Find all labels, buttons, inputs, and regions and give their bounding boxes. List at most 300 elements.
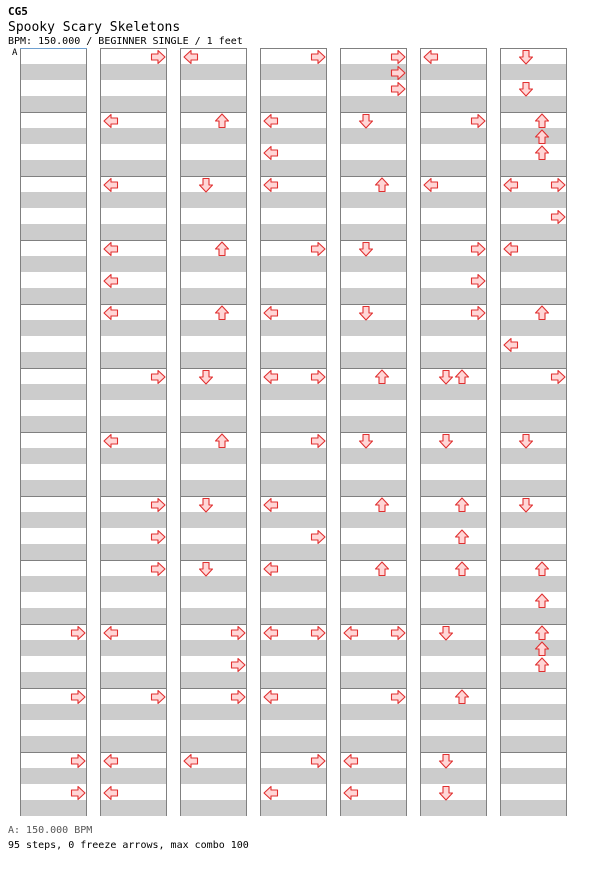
arrow-right-icon (470, 273, 486, 289)
beat-band (501, 608, 566, 624)
arrow-left-icon (263, 497, 279, 513)
beat-band (261, 288, 326, 304)
arrow-right-icon (470, 305, 486, 321)
measure (20, 432, 87, 496)
beat-band (101, 384, 166, 400)
beat-band (101, 608, 166, 624)
measure (20, 688, 87, 752)
beat-band (261, 64, 326, 80)
song-title: Spooky Scary Skeletons (8, 20, 181, 35)
beat-band (181, 416, 246, 432)
beat-band (421, 288, 486, 304)
beat-band (421, 672, 486, 688)
measure (340, 240, 407, 304)
measure (500, 432, 567, 496)
measure (100, 496, 167, 560)
arrow-left-icon (263, 305, 279, 321)
measure (500, 368, 567, 432)
bpm-marker-label: A (12, 48, 18, 58)
arrow-up-icon (454, 561, 470, 577)
arrow-right-icon (150, 689, 166, 705)
measure (180, 432, 247, 496)
arrow-down-icon (358, 113, 374, 129)
measure (260, 496, 327, 560)
beat-band (501, 480, 566, 496)
beat-band (101, 352, 166, 368)
beat-band (261, 96, 326, 112)
arrow-right-icon (310, 369, 326, 385)
beat-band (21, 640, 86, 656)
measure (420, 752, 487, 816)
arrow-left-icon (343, 625, 359, 641)
arrow-up-icon (374, 369, 390, 385)
beat-band (341, 672, 406, 688)
beat-band (21, 256, 86, 272)
arrow-up-icon (534, 113, 550, 129)
arrow-left-icon (103, 625, 119, 641)
beat-band (181, 320, 246, 336)
beat-band (181, 512, 246, 528)
beat-band (21, 672, 86, 688)
beat-band (21, 64, 86, 80)
measure (420, 688, 487, 752)
arrow-down-icon (438, 785, 454, 801)
beat-band (101, 96, 166, 112)
arrow-left-icon (263, 177, 279, 193)
beat-band (261, 192, 326, 208)
beat-band (21, 352, 86, 368)
beat-band (21, 576, 86, 592)
beat-band (101, 224, 166, 240)
measure (20, 560, 87, 624)
beat-band (261, 160, 326, 176)
beat-band (101, 704, 166, 720)
beat-band (101, 768, 166, 784)
beat-band (261, 320, 326, 336)
beat-band (501, 672, 566, 688)
arrow-up-icon (214, 305, 230, 321)
arrow-right-icon (230, 657, 246, 673)
beat-band (421, 416, 486, 432)
arrow-right-icon (390, 81, 406, 97)
beat-band (421, 608, 486, 624)
beat-band (501, 160, 566, 176)
beat-band (181, 640, 246, 656)
arrow-left-icon (103, 305, 119, 321)
arrow-left-icon (103, 433, 119, 449)
measure (420, 240, 487, 304)
arrow-right-icon (310, 753, 326, 769)
measure (420, 560, 487, 624)
beat-band (501, 544, 566, 560)
arrow-left-icon (103, 241, 119, 257)
arrow-up-icon (534, 145, 550, 161)
beat-band (21, 448, 86, 464)
beat-band (181, 64, 246, 80)
beat-band (501, 736, 566, 752)
beat-band (501, 224, 566, 240)
beat-band (181, 224, 246, 240)
arrow-left-icon (103, 177, 119, 193)
beat-band (341, 256, 406, 272)
beat-band (261, 128, 326, 144)
measure (100, 304, 167, 368)
arrow-right-icon (70, 753, 86, 769)
beat-band (101, 640, 166, 656)
measure (100, 624, 167, 688)
beat-band (181, 192, 246, 208)
measure (420, 624, 487, 688)
arrow-up-icon (534, 129, 550, 145)
arrow-left-icon (503, 337, 519, 353)
arrow-down-icon (518, 81, 534, 97)
beat-band (21, 768, 86, 784)
beat-band (341, 608, 406, 624)
beat-band (21, 416, 86, 432)
measure (180, 304, 247, 368)
arrow-up-icon (374, 561, 390, 577)
arrow-right-icon (390, 65, 406, 81)
beat-band (21, 736, 86, 752)
beat-band (261, 416, 326, 432)
arrow-up-icon (214, 433, 230, 449)
beat-band (421, 800, 486, 816)
beat-band (21, 544, 86, 560)
beat-band (101, 480, 166, 496)
beat-band (261, 512, 326, 528)
measure (20, 304, 87, 368)
arrow-right-icon (70, 625, 86, 641)
beat-band (101, 576, 166, 592)
beat-band (101, 160, 166, 176)
beat-band (181, 288, 246, 304)
beat-band (341, 288, 406, 304)
measure (100, 176, 167, 240)
beat-band (181, 672, 246, 688)
measure (500, 752, 567, 816)
beat-band (181, 480, 246, 496)
arrow-up-icon (534, 561, 550, 577)
arrow-down-icon (198, 177, 214, 193)
arrow-up-icon (374, 497, 390, 513)
arrow-right-icon (550, 209, 566, 225)
beat-band (101, 192, 166, 208)
measure (260, 176, 327, 240)
beat-band (21, 288, 86, 304)
beat-band (21, 320, 86, 336)
beat-band (341, 512, 406, 528)
arrow-right-icon (70, 785, 86, 801)
beat-band (341, 384, 406, 400)
measure (100, 112, 167, 176)
arrow-up-icon (534, 657, 550, 673)
beat-band (341, 480, 406, 496)
beat-band (421, 256, 486, 272)
measure (340, 688, 407, 752)
arrow-up-icon (534, 593, 550, 609)
beat-band (421, 576, 486, 592)
beat-band (261, 352, 326, 368)
arrow-right-icon (150, 561, 166, 577)
beat-band (501, 288, 566, 304)
measure (340, 496, 407, 560)
measure (500, 624, 567, 688)
arrow-down-icon (438, 753, 454, 769)
beat-band (421, 192, 486, 208)
arrow-right-icon (310, 49, 326, 65)
bpm-marker-line (20, 48, 87, 49)
arrow-up-icon (454, 497, 470, 513)
measure (20, 48, 87, 112)
beat-band (421, 64, 486, 80)
measure (340, 176, 407, 240)
beat-band (101, 256, 166, 272)
beat-band (501, 96, 566, 112)
beat-band (261, 640, 326, 656)
beat-band (421, 768, 486, 784)
arrow-left-icon (103, 273, 119, 289)
measure (340, 48, 407, 112)
arrow-down-icon (358, 241, 374, 257)
arrow-right-icon (390, 625, 406, 641)
beat-band (261, 448, 326, 464)
beat-band (341, 320, 406, 336)
beat-band (101, 64, 166, 80)
arrow-left-icon (103, 753, 119, 769)
beat-band (421, 96, 486, 112)
beat-band (501, 352, 566, 368)
measure (420, 48, 487, 112)
beat-band (181, 352, 246, 368)
measure (340, 368, 407, 432)
beat-band (181, 704, 246, 720)
beat-band (181, 800, 246, 816)
beat-band (261, 480, 326, 496)
beat-band (261, 736, 326, 752)
measure (340, 432, 407, 496)
beat-band (261, 704, 326, 720)
beat-band (341, 448, 406, 464)
beat-band (261, 672, 326, 688)
beat-band (421, 128, 486, 144)
measure (180, 688, 247, 752)
beat-band (501, 416, 566, 432)
beat-band (421, 160, 486, 176)
arrow-right-icon (150, 49, 166, 65)
arrow-up-icon (534, 625, 550, 641)
beat-band (21, 608, 86, 624)
beat-band (341, 160, 406, 176)
arrow-down-icon (438, 433, 454, 449)
arrow-left-icon (343, 785, 359, 801)
beat-band (341, 224, 406, 240)
beat-band (341, 544, 406, 560)
beat-band (181, 576, 246, 592)
beat-band (261, 544, 326, 560)
game-title: CG5 (8, 5, 28, 18)
beat-band (21, 224, 86, 240)
beat-band (181, 736, 246, 752)
measure (260, 48, 327, 112)
arrow-down-icon (198, 369, 214, 385)
measure (260, 624, 327, 688)
arrow-left-icon (423, 177, 439, 193)
bpm-legend: A: 150.000 BPM (8, 825, 93, 836)
beat-band (421, 736, 486, 752)
beat-band (181, 160, 246, 176)
beat-band (181, 608, 246, 624)
beat-band (501, 320, 566, 336)
beat-band (341, 704, 406, 720)
measure (500, 688, 567, 752)
arrow-right-icon (310, 241, 326, 257)
measure (20, 752, 87, 816)
arrow-left-icon (103, 785, 119, 801)
measure (20, 240, 87, 304)
beat-band (421, 320, 486, 336)
measure (100, 432, 167, 496)
arrow-up-icon (214, 241, 230, 257)
arrow-up-icon (454, 369, 470, 385)
beat-band (101, 736, 166, 752)
arrow-right-icon (70, 689, 86, 705)
measure (100, 240, 167, 304)
measure (180, 240, 247, 304)
arrow-right-icon (150, 369, 166, 385)
measure (260, 304, 327, 368)
beat-band (181, 544, 246, 560)
measure (420, 304, 487, 368)
beat-band (421, 448, 486, 464)
beat-band (261, 608, 326, 624)
measure (260, 112, 327, 176)
measure (180, 112, 247, 176)
arrow-up-icon (534, 641, 550, 657)
arrow-left-icon (263, 369, 279, 385)
measure (420, 496, 487, 560)
beat-band (21, 192, 86, 208)
beat-band (21, 800, 86, 816)
arrow-down-icon (438, 625, 454, 641)
beat-band (101, 672, 166, 688)
beat-band (101, 288, 166, 304)
beat-band (261, 384, 326, 400)
measure (260, 368, 327, 432)
beat-band (261, 768, 326, 784)
beat-band (501, 192, 566, 208)
measure (260, 560, 327, 624)
measure (500, 496, 567, 560)
measure (100, 688, 167, 752)
beat-band (341, 736, 406, 752)
beat-band (181, 384, 246, 400)
arrow-down-icon (358, 305, 374, 321)
arrow-down-icon (358, 433, 374, 449)
arrow-left-icon (343, 753, 359, 769)
step-stats: 95 steps, 0 freeze arrows, max combo 100 (8, 840, 249, 851)
arrow-right-icon (230, 625, 246, 641)
beat-band (21, 160, 86, 176)
beat-band (501, 800, 566, 816)
measure (340, 752, 407, 816)
beat-band (501, 384, 566, 400)
beat-band (181, 96, 246, 112)
arrow-left-icon (503, 241, 519, 257)
beat-band (501, 512, 566, 528)
beat-band (341, 128, 406, 144)
measure (340, 304, 407, 368)
arrow-left-icon (183, 49, 199, 65)
arrow-up-icon (454, 529, 470, 545)
measure (100, 368, 167, 432)
measure (260, 752, 327, 816)
measure (20, 112, 87, 176)
beat-band (501, 768, 566, 784)
measure (500, 240, 567, 304)
beat-band (341, 576, 406, 592)
measure (20, 368, 87, 432)
beat-band (501, 448, 566, 464)
arrow-right-icon (550, 369, 566, 385)
beat-band (21, 480, 86, 496)
measure (500, 112, 567, 176)
measure (420, 368, 487, 432)
beat-band (101, 448, 166, 464)
beat-band (181, 448, 246, 464)
arrow-right-icon (470, 113, 486, 129)
beat-band (501, 576, 566, 592)
beat-band (101, 512, 166, 528)
arrow-right-icon (310, 625, 326, 641)
beat-band (101, 128, 166, 144)
arrow-down-icon (198, 561, 214, 577)
beat-band (501, 704, 566, 720)
arrow-right-icon (310, 433, 326, 449)
arrow-right-icon (550, 177, 566, 193)
measure (20, 624, 87, 688)
arrow-left-icon (263, 689, 279, 705)
arrow-down-icon (438, 369, 454, 385)
beat-band (421, 480, 486, 496)
beat-band (21, 384, 86, 400)
measure (100, 48, 167, 112)
beat-band (101, 416, 166, 432)
beat-band (341, 416, 406, 432)
beat-band (341, 768, 406, 784)
arrow-up-icon (534, 305, 550, 321)
beat-band (21, 128, 86, 144)
measure (180, 624, 247, 688)
beat-band (421, 352, 486, 368)
chart-info: BPM: 150.000 / BEGINNER SINGLE / 1 feet (8, 36, 243, 47)
beat-band (181, 768, 246, 784)
beat-band (21, 704, 86, 720)
beat-band (261, 224, 326, 240)
beat-band (101, 800, 166, 816)
beat-band (501, 64, 566, 80)
measure (180, 368, 247, 432)
beat-band (341, 800, 406, 816)
beat-band (421, 384, 486, 400)
beat-band (181, 128, 246, 144)
beat-band (261, 800, 326, 816)
measure (420, 112, 487, 176)
beat-band (21, 96, 86, 112)
beat-band (341, 352, 406, 368)
arrow-up-icon (374, 177, 390, 193)
arrow-left-icon (263, 113, 279, 129)
measure (260, 240, 327, 304)
